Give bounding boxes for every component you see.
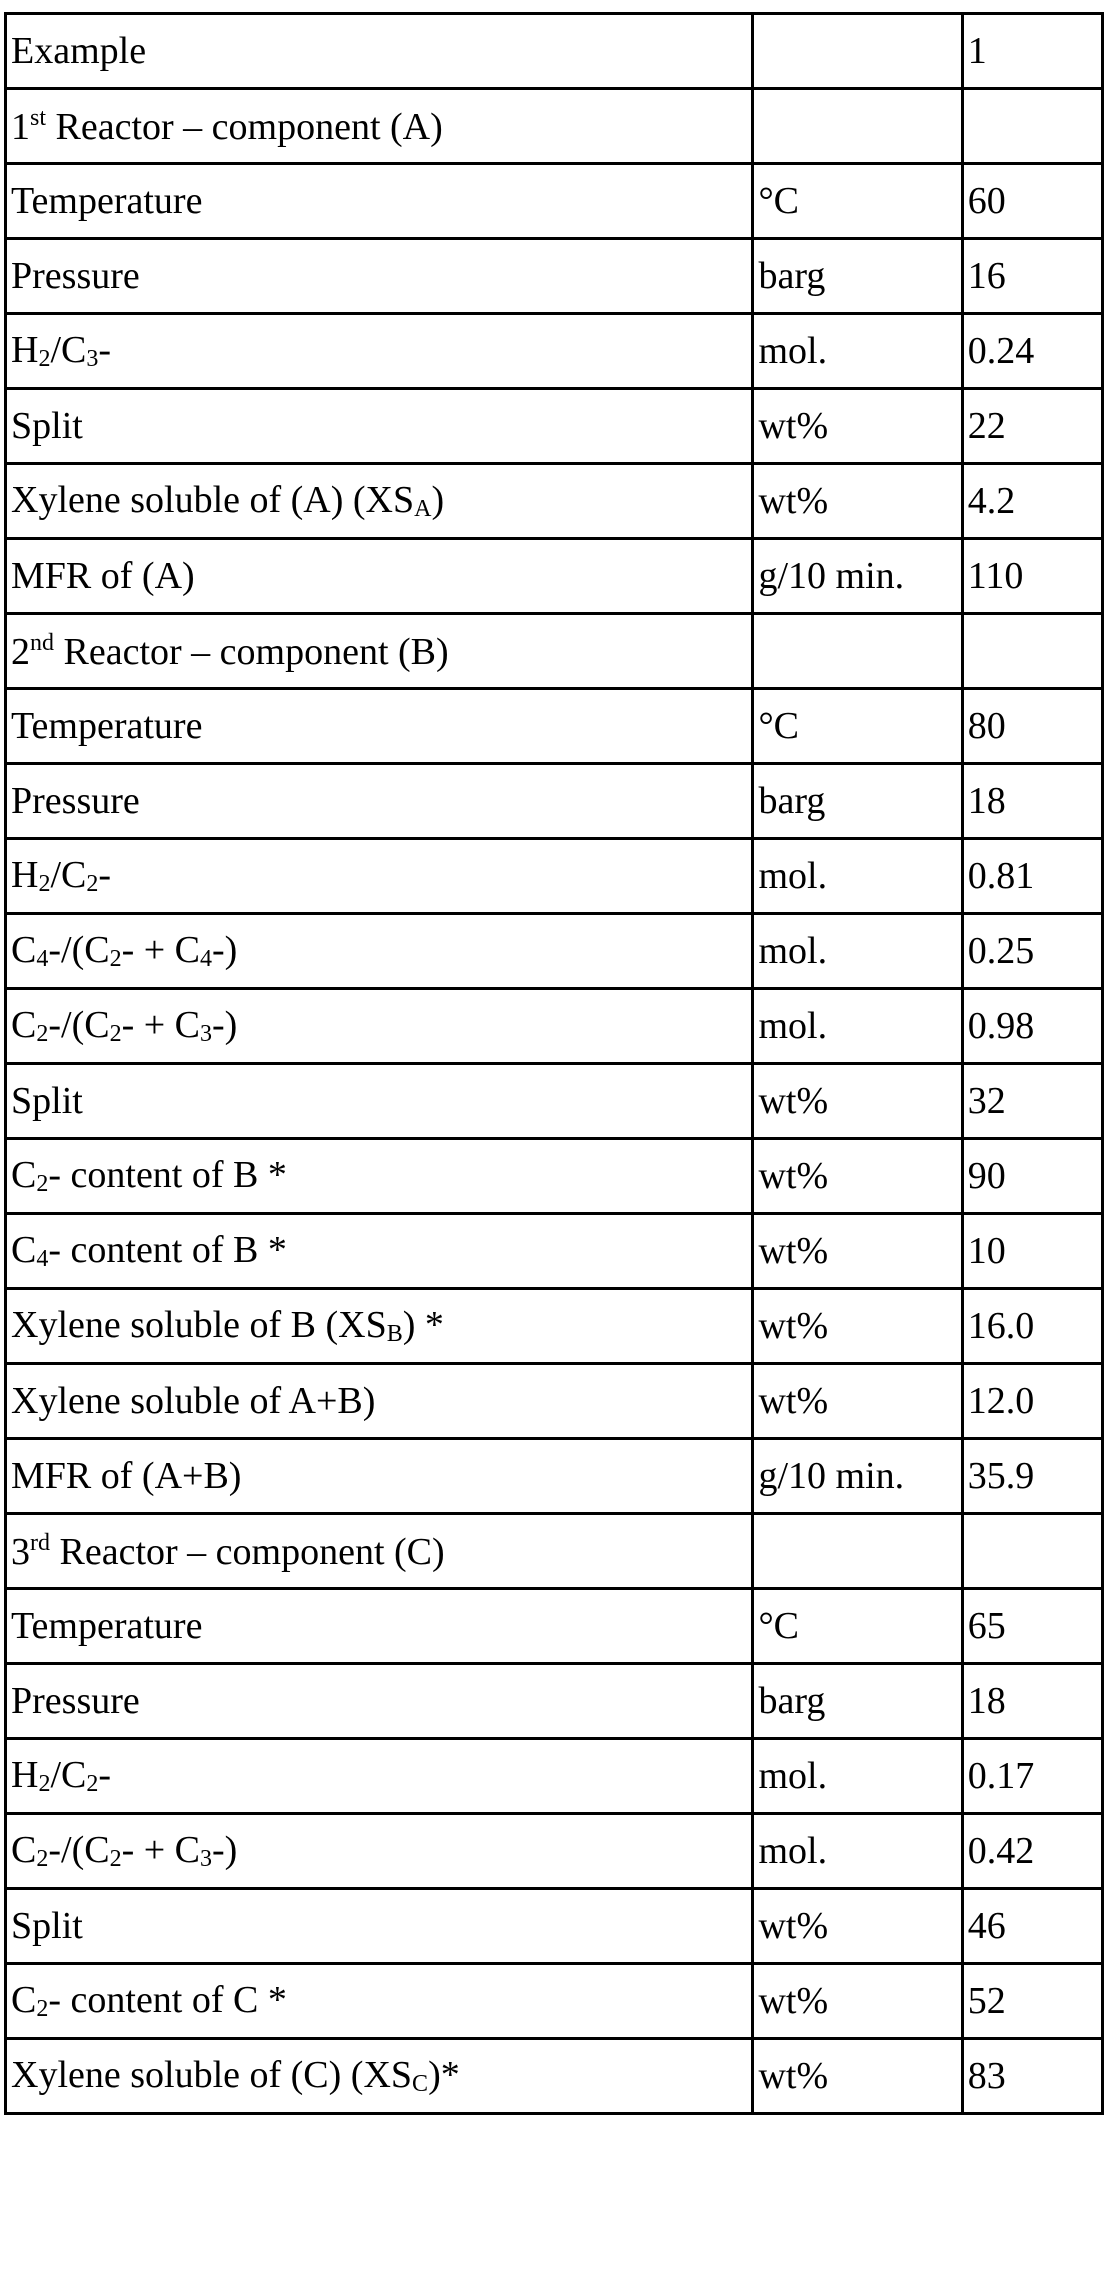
parameter-label-part: -) xyxy=(212,1004,237,1046)
value-cell: 1 xyxy=(962,14,1102,89)
parameter-label-part: H xyxy=(11,854,38,896)
parameter-label-part: 2 xyxy=(11,631,30,673)
parameter-cell xyxy=(6,914,753,989)
parameter-label-part: 4 xyxy=(36,1246,48,1272)
parameter-cell xyxy=(6,1889,753,1964)
parameter-label-part: 3 xyxy=(200,1021,212,1047)
value-cell: 60 xyxy=(962,164,1102,239)
table-row xyxy=(6,239,1103,314)
table-row xyxy=(6,764,1103,839)
value-cell: 10 xyxy=(962,1214,1102,1289)
parameter-label-part: Temperature xyxy=(11,1605,202,1647)
parameter-label-part: Temperature xyxy=(11,180,202,222)
parameter-cell xyxy=(6,1589,753,1664)
parameter-cell xyxy=(6,464,753,539)
table-row xyxy=(6,164,1103,239)
parameter-label-part: -/(C xyxy=(48,1004,109,1046)
table-row xyxy=(6,1064,1103,1139)
table-row xyxy=(6,314,1103,389)
unit-cell: wt% xyxy=(753,1064,962,1139)
parameter-cell xyxy=(6,1739,753,1814)
value-cell: 12.0 xyxy=(962,1364,1102,1439)
value-cell: 0.81 xyxy=(962,839,1102,914)
parameter-label-part: 1 xyxy=(11,106,30,148)
table-row xyxy=(6,1439,1103,1514)
unit-cell: g/10 min. xyxy=(753,539,962,614)
parameter-label-part: - xyxy=(98,1754,111,1796)
parameter-label-part: )* xyxy=(428,2054,460,2096)
parameter-cell xyxy=(6,2039,753,2114)
parameter-cell xyxy=(6,614,753,689)
parameter-label-part: - content of B * xyxy=(48,1229,287,1271)
table-row xyxy=(6,839,1103,914)
unit-cell: barg xyxy=(753,764,962,839)
parameter-label-part: ) xyxy=(431,479,444,521)
table-row xyxy=(6,14,1103,89)
parameter-label-part: MFR of (A+B) xyxy=(11,1455,241,1497)
parameter-cell xyxy=(6,1664,753,1739)
value-cell: 4.2 xyxy=(962,464,1102,539)
parameter-cell xyxy=(6,389,753,464)
parameter-label-part: 3 xyxy=(11,1531,30,1573)
parameter-label-part: 2 xyxy=(86,1771,98,1797)
value-cell: 0.25 xyxy=(962,914,1102,989)
parameter-label-part: -) xyxy=(212,1829,237,1871)
value-cell: 22 xyxy=(962,389,1102,464)
value-cell: 35.9 xyxy=(962,1439,1102,1514)
table-row xyxy=(6,614,1103,689)
parameter-label-part: /C xyxy=(50,854,86,896)
table-row xyxy=(6,2039,1103,2114)
unit-cell: wt% xyxy=(753,1364,962,1439)
parameter-label-part: 2 xyxy=(36,1846,48,1872)
unit-cell: mol. xyxy=(753,314,962,389)
table-row xyxy=(6,464,1103,539)
value-cell: 46 xyxy=(962,1889,1102,1964)
unit-cell: wt% xyxy=(753,1889,962,1964)
parameter-label-part: Xylene soluble of (A) (XS xyxy=(11,479,414,521)
table-row xyxy=(6,89,1103,164)
parameter-label-part: Reactor – component (A) xyxy=(46,106,443,148)
unit-cell: barg xyxy=(753,1664,962,1739)
parameter-label-part: ) * xyxy=(403,1304,444,1346)
value-cell: 0.42 xyxy=(962,1814,1102,1889)
parameter-label-part: st xyxy=(30,105,46,131)
process-conditions-table xyxy=(4,12,1104,2115)
parameter-label-part: B xyxy=(387,1321,403,1347)
table-row xyxy=(6,1214,1103,1289)
parameter-cell xyxy=(6,1289,753,1364)
value-cell: 90 xyxy=(962,1139,1102,1214)
value-cell: 18 xyxy=(962,764,1102,839)
unit-cell: mol. xyxy=(753,914,962,989)
parameter-cell xyxy=(6,1964,753,2039)
table-row xyxy=(6,1964,1103,2039)
table-row xyxy=(6,1514,1103,1589)
parameter-label-part: 3 xyxy=(200,1846,212,1872)
table-row xyxy=(6,914,1103,989)
unit-cell: wt% xyxy=(753,1139,962,1214)
parameter-label-part: - xyxy=(98,329,111,371)
parameter-label-part: H xyxy=(11,329,38,371)
parameter-cell xyxy=(6,1439,753,1514)
parameter-label-part: C xyxy=(412,2071,428,2097)
parameter-cell xyxy=(6,14,753,89)
unit-cell: wt% xyxy=(753,389,962,464)
unit-cell: mol. xyxy=(753,1739,962,1814)
unit-cell: wt% xyxy=(753,1964,962,2039)
parameter-label-part: Xylene soluble of (C) (XS xyxy=(11,2054,412,2096)
parameter-cell xyxy=(6,239,753,314)
parameter-label-part: 3 xyxy=(86,346,98,372)
parameter-label-part: Pressure xyxy=(11,780,140,822)
parameter-label-part: -) xyxy=(212,929,237,971)
unit-cell: wt% xyxy=(753,1289,962,1364)
parameter-label-part: -/(C xyxy=(48,929,109,971)
parameter-label-part: Example xyxy=(11,30,146,72)
unit-cell xyxy=(753,1514,962,1589)
parameter-cell xyxy=(6,164,753,239)
table-row xyxy=(6,989,1103,1064)
parameter-label-part: Temperature xyxy=(11,705,202,747)
unit-cell: °C xyxy=(753,1589,962,1664)
parameter-label-part: Pressure xyxy=(11,1680,140,1722)
parameter-label-part: - + C xyxy=(122,1004,200,1046)
parameter-label-part: 2 xyxy=(38,1771,50,1797)
unit-cell: wt% xyxy=(753,464,962,539)
parameter-cell xyxy=(6,989,753,1064)
parameter-cell xyxy=(6,89,753,164)
table-row xyxy=(6,1139,1103,1214)
value-cell: 0.98 xyxy=(962,989,1102,1064)
parameter-label-part: /C xyxy=(50,1754,86,1796)
parameter-label-part: 2 xyxy=(38,871,50,897)
parameter-label-part: C xyxy=(11,929,36,971)
parameter-label-part: rd xyxy=(30,1530,50,1556)
parameter-label-part: 2 xyxy=(36,1171,48,1197)
table-row xyxy=(6,1589,1103,1664)
parameter-label-part: - xyxy=(98,854,111,896)
unit-cell: wt% xyxy=(753,1214,962,1289)
parameter-label-part: C xyxy=(11,1829,36,1871)
parameter-label-part: 2 xyxy=(36,1996,48,2022)
parameter-cell xyxy=(6,689,753,764)
value-cell: 18 xyxy=(962,1664,1102,1739)
parameter-label-part: H xyxy=(11,1754,38,1796)
parameter-label-part: 4 xyxy=(200,946,212,972)
parameter-label-part: 2 xyxy=(36,1021,48,1047)
value-cell: 0.24 xyxy=(962,314,1102,389)
unit-cell: °C xyxy=(753,689,962,764)
parameter-label-part: Reactor – component (C) xyxy=(50,1531,445,1573)
value-cell xyxy=(962,1514,1102,1589)
table-row xyxy=(6,689,1103,764)
parameter-label-part: Pressure xyxy=(11,255,140,297)
parameter-cell xyxy=(6,1064,753,1139)
table-row xyxy=(6,1814,1103,1889)
value-cell: 32 xyxy=(962,1064,1102,1139)
unit-cell: wt% xyxy=(753,2039,962,2114)
parameter-cell xyxy=(6,1814,753,1889)
value-cell: 80 xyxy=(962,689,1102,764)
parameter-cell xyxy=(6,1514,753,1589)
parameter-label-part: Split xyxy=(11,1905,83,1947)
value-cell xyxy=(962,614,1102,689)
unit-cell: g/10 min. xyxy=(753,1439,962,1514)
parameter-cell xyxy=(6,839,753,914)
parameter-label-part: Split xyxy=(11,1080,83,1122)
parameter-label-part: 2 xyxy=(110,1846,122,1872)
unit-cell xyxy=(753,14,962,89)
parameter-label-part: C xyxy=(11,1229,36,1271)
table-row xyxy=(6,1289,1103,1364)
parameter-label-part: 2 xyxy=(110,946,122,972)
parameter-label-part: 2 xyxy=(110,1021,122,1047)
unit-cell: mol. xyxy=(753,839,962,914)
parameter-cell xyxy=(6,1139,753,1214)
parameter-label-part: Reactor – component (B) xyxy=(54,631,449,673)
parameter-cell xyxy=(6,539,753,614)
unit-cell: mol. xyxy=(753,989,962,1064)
table-row xyxy=(6,1889,1103,1964)
value-cell: 110 xyxy=(962,539,1102,614)
table-row xyxy=(6,539,1103,614)
parameter-label-part: C xyxy=(11,1154,36,1196)
parameter-label-part: /C xyxy=(50,329,86,371)
value-cell: 65 xyxy=(962,1589,1102,1664)
unit-cell: mol. xyxy=(753,1814,962,1889)
unit-cell xyxy=(753,614,962,689)
parameter-label-part: C xyxy=(11,1979,36,2021)
unit-cell: °C xyxy=(753,164,962,239)
value-cell: 16 xyxy=(962,239,1102,314)
value-cell: 83 xyxy=(962,2039,1102,2114)
parameter-cell xyxy=(6,1364,753,1439)
table-row xyxy=(6,1739,1103,1814)
table-body xyxy=(6,14,1103,2114)
parameter-label-part: A xyxy=(414,496,431,522)
parameter-label-part: C xyxy=(11,1004,36,1046)
parameter-label-part: 2 xyxy=(38,346,50,372)
value-cell xyxy=(962,89,1102,164)
parameter-label-part: - content of C * xyxy=(48,1979,287,2021)
parameter-label-part: Split xyxy=(11,405,83,447)
table-row xyxy=(6,1664,1103,1739)
parameter-label-part: 2 xyxy=(86,871,98,897)
parameter-label-part: Xylene soluble of A+B) xyxy=(11,1380,375,1422)
parameter-label-part: nd xyxy=(30,630,54,656)
value-cell: 52 xyxy=(962,1964,1102,2039)
parameter-label-part: - + C xyxy=(122,1829,200,1871)
unit-cell xyxy=(753,89,962,164)
parameter-label-part: - content of B * xyxy=(48,1154,287,1196)
table-row xyxy=(6,1364,1103,1439)
parameter-cell xyxy=(6,1214,753,1289)
parameter-cell xyxy=(6,314,753,389)
value-cell: 16.0 xyxy=(962,1289,1102,1364)
parameter-label-part: Xylene soluble of B (XS xyxy=(11,1304,387,1346)
parameter-label-part: - + C xyxy=(122,929,200,971)
parameter-label-part: -/(C xyxy=(48,1829,109,1871)
unit-cell: barg xyxy=(753,239,962,314)
parameter-label-part: 4 xyxy=(36,946,48,972)
parameter-label-part: MFR of (A) xyxy=(11,555,195,597)
table-row xyxy=(6,389,1103,464)
value-cell: 0.17 xyxy=(962,1739,1102,1814)
parameter-cell xyxy=(6,764,753,839)
